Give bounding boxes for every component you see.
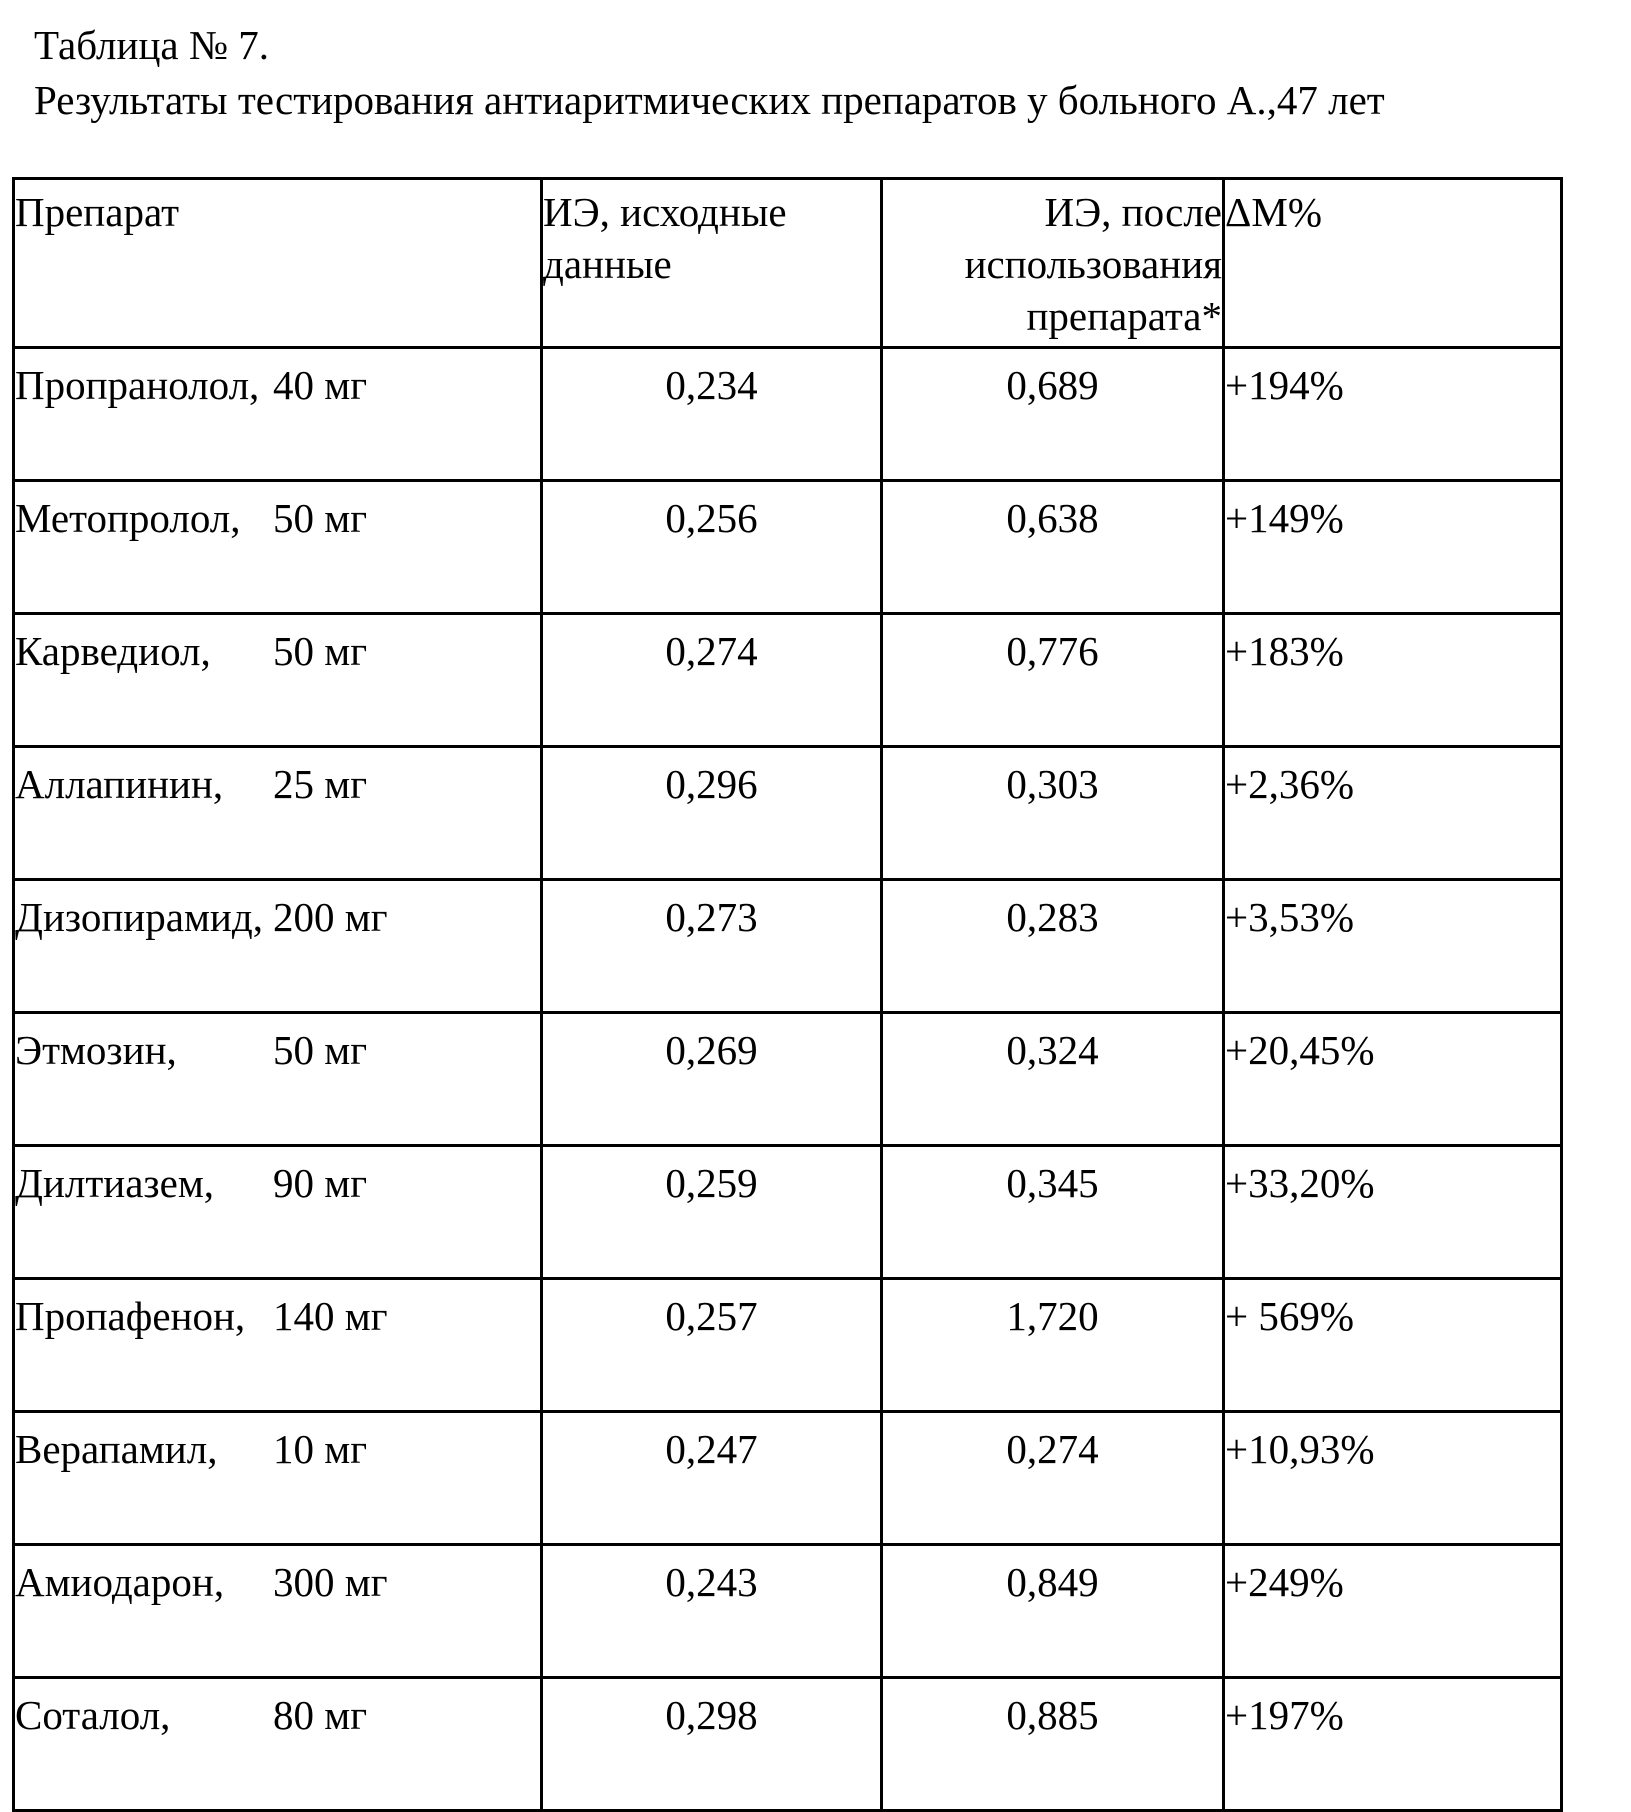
baseline-cell: 0,298 (542, 1678, 882, 1811)
drug-dose: 90 мг (273, 1160, 367, 1206)
table-row (14, 747, 1562, 880)
after-cell: 0,885 (882, 1678, 1224, 1811)
drug-name: Дизопирамид, (15, 891, 273, 943)
header-row (14, 179, 1562, 348)
after-cell: 0,776 (882, 614, 1224, 747)
drug-cell (14, 747, 542, 880)
drug-cell (14, 1678, 542, 1811)
drug-name: Соталол, (15, 1689, 273, 1741)
after-cell: 0,849 (882, 1545, 1224, 1678)
table-row (14, 880, 1562, 1013)
after-cell: 1,720 (882, 1279, 1224, 1412)
drug-dose: 50 мг (273, 1027, 367, 1073)
drug-cell (14, 614, 542, 747)
after-cell: 0,303 (882, 747, 1224, 880)
delta-cell: +183% (1224, 614, 1562, 747)
after-cell: 0,283 (882, 880, 1224, 1013)
table-row (14, 1146, 1562, 1279)
drug-cell (14, 1013, 542, 1146)
header-after: ИЭ, после использования препарата* (882, 179, 1224, 348)
baseline-cell: 0,257 (542, 1279, 882, 1412)
drug-dose: 300 мг (273, 1559, 388, 1605)
delta-cell: +249% (1224, 1545, 1562, 1678)
table-title: Результаты тестирования антиаритмических препаратов у больного А.,47 лет (34, 73, 1385, 128)
drug-cell (14, 1412, 542, 1545)
table-row (14, 1678, 1562, 1811)
drug-name: Пропранолол, (15, 359, 273, 411)
table-row (14, 1545, 1562, 1678)
table-row (14, 348, 1562, 481)
drug-name: Карведиол, (15, 625, 273, 677)
after-cell: 0,274 (882, 1412, 1224, 1545)
drug-dose: 50 мг (273, 628, 367, 674)
baseline-cell: 0,273 (542, 880, 882, 1013)
baseline-cell: 0,274 (542, 614, 882, 747)
baseline-cell: 0,243 (542, 1545, 882, 1678)
results-table (12, 177, 1563, 1812)
table-row (14, 481, 1562, 614)
drug-dose: 40 мг (273, 362, 367, 408)
delta-cell: +149% (1224, 481, 1562, 614)
drug-dose: 10 мг (273, 1426, 367, 1472)
table-row (14, 1412, 1562, 1545)
baseline-cell: 0,269 (542, 1013, 882, 1146)
drug-name: Этмозин, (15, 1024, 273, 1076)
drug-dose: 50 мг (273, 495, 367, 541)
delta-cell: +194% (1224, 348, 1562, 481)
baseline-cell: 0,234 (542, 348, 882, 481)
drug-dose: 140 мг (273, 1293, 388, 1339)
drug-cell (14, 1146, 542, 1279)
delta-cell: +10,93% (1224, 1412, 1562, 1545)
after-cell: 0,324 (882, 1013, 1224, 1146)
drug-name: Дилтиазем, (15, 1157, 273, 1209)
drug-cell (14, 880, 542, 1013)
header-drug: Препарат (14, 179, 542, 348)
table-row (14, 1013, 1562, 1146)
delta-cell: +2,36% (1224, 747, 1562, 880)
drug-cell (14, 1279, 542, 1412)
delta-cell: +20,45% (1224, 1013, 1562, 1146)
drug-name: Пропафенон, (15, 1290, 273, 1342)
delta-cell: +3,53% (1224, 880, 1562, 1013)
drug-dose: 80 мг (273, 1692, 367, 1738)
header-baseline: ИЭ, исходные данные (542, 179, 882, 348)
drug-name: Амиодарон, (15, 1556, 273, 1608)
table-body (14, 348, 1562, 1811)
drug-cell (14, 348, 542, 481)
baseline-cell: 0,259 (542, 1146, 882, 1279)
table-number: Таблица № 7. (34, 18, 1385, 73)
table-row (14, 1279, 1562, 1412)
table-row (14, 614, 1562, 747)
table-caption (34, 18, 1385, 128)
baseline-cell: 0,247 (542, 1412, 882, 1545)
after-cell: 0,345 (882, 1146, 1224, 1279)
delta-cell: +33,20% (1224, 1146, 1562, 1279)
drug-cell (14, 481, 542, 614)
header-delta: ΔM% (1224, 179, 1562, 348)
drug-name: Аллапинин, (15, 758, 273, 810)
baseline-cell: 0,256 (542, 481, 882, 614)
drug-dose: 200 мг (273, 894, 388, 940)
drug-name: Метопролол, (15, 492, 273, 544)
after-cell: 0,689 (882, 348, 1224, 481)
delta-cell: + 569% (1224, 1279, 1562, 1412)
delta-cell: +197% (1224, 1678, 1562, 1811)
drug-cell (14, 1545, 542, 1678)
after-cell: 0,638 (882, 481, 1224, 614)
baseline-cell: 0,296 (542, 747, 882, 880)
drug-name: Верапамил, (15, 1423, 273, 1475)
drug-dose: 25 мг (273, 761, 367, 807)
